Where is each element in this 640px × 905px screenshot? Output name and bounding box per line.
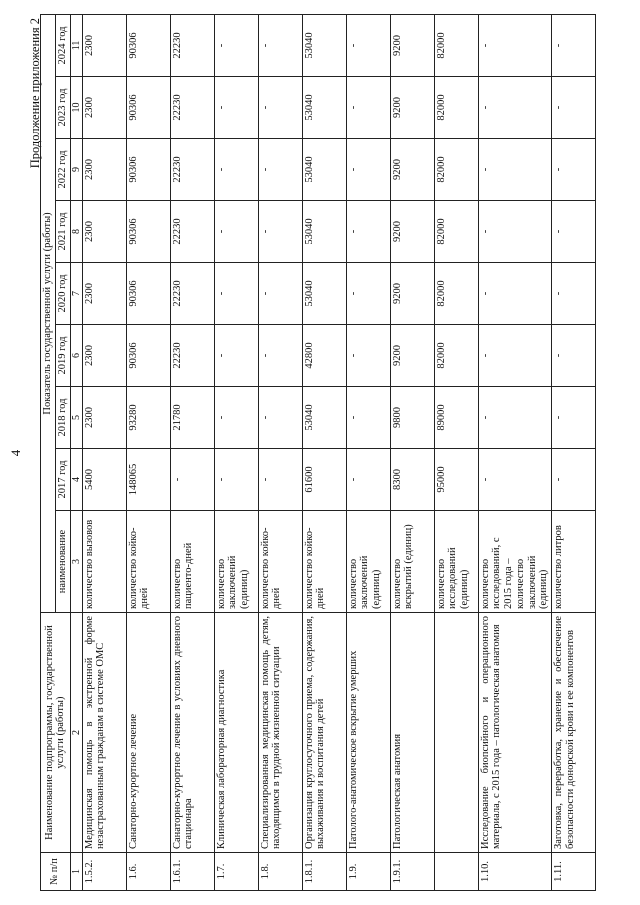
value-cell: 82000 — [434, 325, 478, 387]
value-cell: 2300 — [82, 325, 126, 387]
row-number-cell: 1.6. — [126, 853, 170, 891]
column-number: 4 — [70, 449, 82, 511]
value-cell: 9200 — [390, 14, 434, 76]
service-name-cell: Патолого-анатомическое вскрытие умерших — [346, 613, 390, 853]
table-row — [258, 14, 302, 890]
value-cell: 21780 — [170, 387, 214, 449]
value-cell: - — [552, 263, 596, 325]
header-year: 2017 год — [55, 449, 70, 511]
value-cell: 90306 — [126, 201, 170, 263]
value-cell: - — [346, 201, 390, 263]
value-cell: - — [552, 139, 596, 201]
unit-cell: количество койко-дней — [126, 511, 170, 613]
column-number: 6 — [70, 325, 82, 387]
value-cell: - — [214, 77, 258, 139]
table-row — [478, 14, 552, 890]
header-num: № п/п — [41, 853, 71, 891]
service-name-cell: Заготовка, переработка, хранение и обеспечение безопасности донорской крови и ее компонентов — [552, 613, 596, 853]
unit-cell: количество исследований (единиц) — [434, 511, 478, 613]
header-unit: наименование — [55, 511, 70, 613]
column-number: 3 — [70, 511, 82, 613]
value-cell: 93280 — [126, 387, 170, 449]
value-cell: 9800 — [390, 387, 434, 449]
service-name-cell: Исследование биопсийного и операционного материала, с 2015 года – патологическая анатомия — [478, 613, 552, 853]
column-number: 9 — [70, 139, 82, 201]
table-row — [214, 14, 258, 890]
unit-cell: количество заключений (единиц) — [346, 511, 390, 613]
row-number-cell: 1.5.2. — [82, 853, 126, 891]
value-cell: - — [214, 14, 258, 76]
value-cell: - — [552, 201, 596, 263]
header-year: 2019 год — [55, 325, 70, 387]
header-year: 2022 год — [55, 139, 70, 201]
value-cell: - — [346, 14, 390, 76]
value-cell: 53040 — [302, 201, 346, 263]
value-cell: 90306 — [126, 325, 170, 387]
value-cell: 2300 — [82, 14, 126, 76]
value-cell: - — [258, 201, 302, 263]
value-cell: 9200 — [390, 201, 434, 263]
value-cell: - — [258, 77, 302, 139]
table-body — [82, 14, 596, 890]
value-cell: 53040 — [302, 139, 346, 201]
header-year: 2023 год — [55, 77, 70, 139]
value-cell: - — [478, 139, 552, 201]
value-cell: 22230 — [170, 139, 214, 201]
row-number-cell — [434, 853, 478, 891]
value-cell: - — [552, 14, 596, 76]
value-cell: - — [552, 325, 596, 387]
value-cell: - — [258, 263, 302, 325]
value-cell: - — [258, 14, 302, 76]
table-header — [41, 14, 83, 890]
column-number: 5 — [70, 387, 82, 449]
value-cell: - — [346, 139, 390, 201]
service-name-cell: Санаторно-курортное лечение — [126, 613, 170, 853]
unit-cell: количество койко-дней — [302, 511, 346, 613]
value-cell: 82000 — [434, 263, 478, 325]
row-number-cell: 1.10. — [478, 853, 552, 891]
value-cell: - — [346, 449, 390, 511]
value-cell: 90306 — [126, 77, 170, 139]
service-name-cell: Патологическая анатомия — [390, 613, 434, 853]
unit-cell: количество исследований, с 2015 года – количество заключений (единиц) — [478, 511, 552, 613]
value-cell: - — [258, 325, 302, 387]
value-cell: 22230 — [170, 77, 214, 139]
value-cell: - — [258, 387, 302, 449]
unit-cell: количество заключений (единиц) — [214, 511, 258, 613]
unit-cell: количество вскрытий (единиц) — [390, 511, 434, 613]
value-cell: - — [346, 77, 390, 139]
value-cell: 22230 — [170, 14, 214, 76]
value-cell: 9200 — [390, 325, 434, 387]
value-cell: - — [552, 77, 596, 139]
value-cell: 2300 — [82, 77, 126, 139]
value-cell: - — [214, 201, 258, 263]
value-cell: 53040 — [302, 387, 346, 449]
value-cell: - — [346, 387, 390, 449]
value-cell: 90306 — [126, 263, 170, 325]
value-cell: - — [214, 387, 258, 449]
page-number: 4 — [8, 449, 23, 457]
value-cell: 2300 — [82, 139, 126, 201]
table-row — [434, 14, 478, 890]
value-cell: 22230 — [170, 263, 214, 325]
value-cell: 90306 — [126, 139, 170, 201]
column-number: 11 — [70, 14, 82, 76]
row-number-cell: 1.6.1. — [170, 853, 214, 891]
service-name-cell: Санаторно-курортное лечение в условиях дневного стационара — [170, 613, 214, 853]
value-cell: - — [478, 449, 552, 511]
unit-cell: количество вызовов — [82, 511, 126, 613]
header-year: 2018 год — [55, 387, 70, 449]
appendix-continuation-note: Продолжение приложения 2 — [28, 18, 42, 169]
service-name-cell: Клиническая лабораторная диагностика — [214, 613, 258, 853]
value-cell: 9200 — [390, 77, 434, 139]
header-service: Наименование подпрограммы, государственной услуги (работы) — [41, 613, 71, 853]
value-cell: - — [258, 449, 302, 511]
value-cell: 61600 — [302, 449, 346, 511]
value-cell: 53040 — [302, 263, 346, 325]
value-cell: - — [478, 14, 552, 76]
value-cell: - — [346, 325, 390, 387]
value-cell: - — [258, 139, 302, 201]
value-cell: - — [552, 387, 596, 449]
value-cell: - — [478, 325, 552, 387]
row-number-cell: 1.9. — [346, 853, 390, 891]
value-cell: 82000 — [434, 14, 478, 76]
value-cell: 9200 — [390, 139, 434, 201]
value-cell: - — [478, 387, 552, 449]
column-number: 2 — [70, 613, 82, 853]
value-cell: 82000 — [434, 139, 478, 201]
value-cell: 2300 — [82, 387, 126, 449]
value-cell: - — [346, 263, 390, 325]
value-cell: 2300 — [82, 263, 126, 325]
value-cell: - — [214, 263, 258, 325]
row-number-cell: 1.7. — [214, 853, 258, 891]
table-row — [552, 14, 596, 890]
table-row — [82, 14, 126, 890]
table-row — [170, 14, 214, 890]
header-year: 2021 год — [55, 201, 70, 263]
column-number: 10 — [70, 77, 82, 139]
column-number: 7 — [70, 263, 82, 325]
header-indicator-group: Показатель государственной услуги (работы) — [41, 14, 56, 612]
indicators-table — [40, 14, 596, 891]
unit-cell: количество литров — [552, 511, 596, 613]
row-number-cell: 1.8.1. — [302, 853, 346, 891]
value-cell: - — [478, 201, 552, 263]
value-cell: 5400 — [82, 449, 126, 511]
value-cell: - — [170, 449, 214, 511]
value-cell: 95000 — [434, 449, 478, 511]
table-row — [390, 14, 434, 890]
table-row — [302, 14, 346, 890]
table-row — [346, 14, 390, 890]
value-cell: - — [214, 449, 258, 511]
value-cell: - — [552, 449, 596, 511]
value-cell: 90306 — [126, 14, 170, 76]
header-year: 2020 год — [55, 263, 70, 325]
row-number-cell: 1.11. — [552, 853, 596, 891]
row-number-cell: 1.9.1. — [390, 853, 434, 891]
value-cell: 82000 — [434, 201, 478, 263]
value-cell: 2300 — [82, 201, 126, 263]
value-cell: 42800 — [302, 325, 346, 387]
value-cell: 148065 — [126, 449, 170, 511]
value-cell: 53040 — [302, 14, 346, 76]
value-cell: 82000 — [434, 77, 478, 139]
service-name-cell: Организация круглосуточного приема, содержания, выхаживания и воспитания детей — [302, 613, 346, 853]
service-name-cell: Медицинская помощь в экстренной форме незастрахованным гражданам в системе ОМС — [82, 613, 126, 853]
value-cell: 53040 — [302, 77, 346, 139]
value-cell: 8300 — [390, 449, 434, 511]
column-number: 1 — [70, 853, 82, 891]
header-year: 2024 год — [55, 14, 70, 76]
service-name-cell: Специализированная медицинская помощь детям, находящимся в трудной жизненной ситуации — [258, 613, 302, 853]
value-cell: - — [478, 263, 552, 325]
table-row — [126, 14, 170, 890]
unit-cell: количество койко-дней — [258, 511, 302, 613]
unit-cell: количество пациенто-дней — [170, 511, 214, 613]
value-cell: 22230 — [170, 325, 214, 387]
column-number: 8 — [70, 201, 82, 263]
value-cell: 89000 — [434, 387, 478, 449]
value-cell: - — [478, 77, 552, 139]
service-name-cell — [434, 613, 478, 853]
value-cell: 22230 — [170, 201, 214, 263]
value-cell: 9200 — [390, 263, 434, 325]
value-cell: - — [214, 139, 258, 201]
row-number-cell: 1.8. — [258, 853, 302, 891]
value-cell: - — [214, 325, 258, 387]
column-number-row — [70, 14, 82, 890]
